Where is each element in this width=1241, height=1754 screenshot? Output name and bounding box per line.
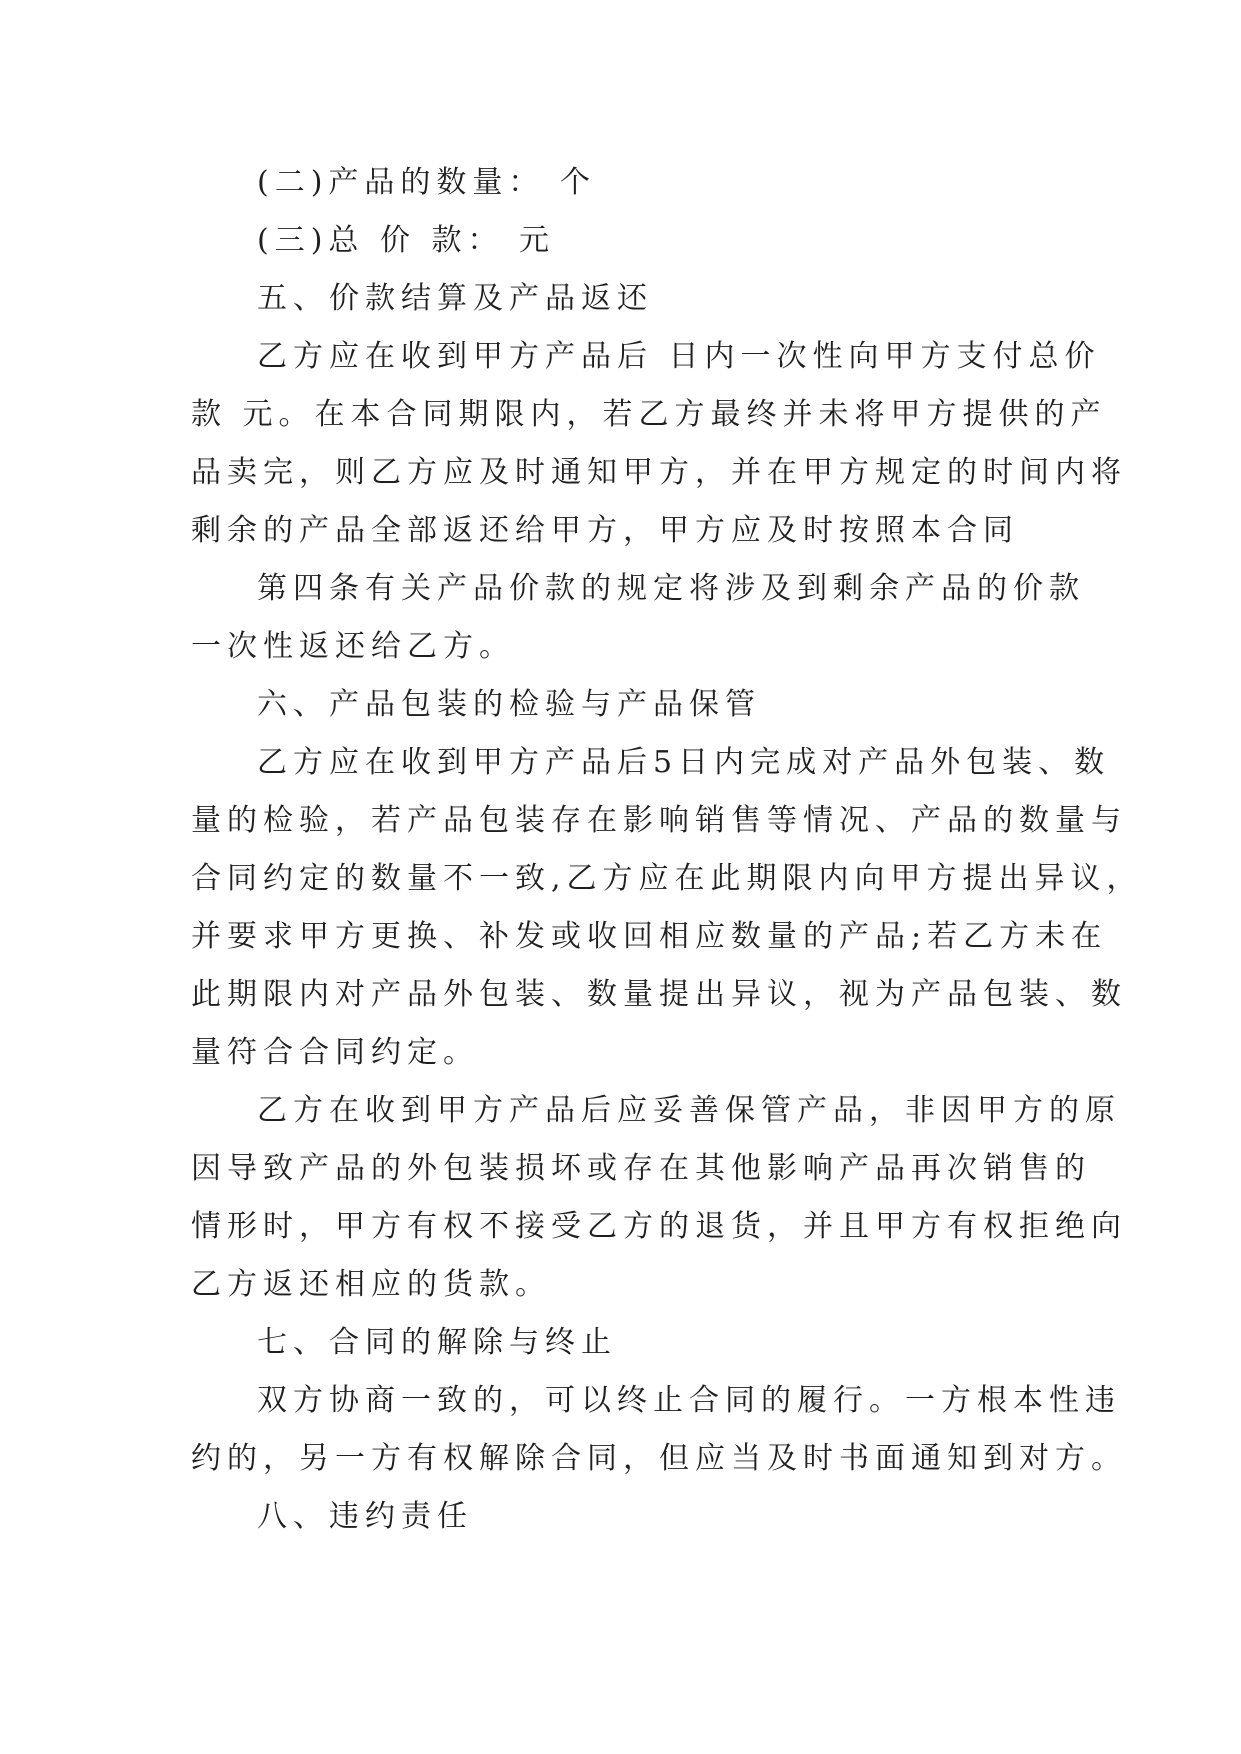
paragraph-line: 乙方应在收到甲方产品后5日内完成对产品外包装、数 bbox=[257, 745, 1111, 780]
paragraph-line: 约的，另一方有权解除合同，但应当及时书面通知到对方。 bbox=[191, 1441, 1127, 1476]
paragraph-line: 此期限内对产品外包装、数量提出异议，视为产品包装、数 bbox=[191, 977, 1127, 1012]
paragraph-line: 第四条有关产品价款的规定将涉及到剩余产品的价款 bbox=[257, 571, 1085, 606]
paragraph-line: 一次性返还给乙方。 bbox=[191, 629, 515, 664]
section-5-heading: 五、价款结算及产品返还 bbox=[257, 281, 653, 316]
section-7-heading: 七、合同的解除与终止 bbox=[257, 1325, 617, 1360]
paragraph-line: 剩余的产品全部返还给甲方，甲方应及时按照本合同 bbox=[191, 513, 1019, 548]
section-6-heading: 六、产品包装的检验与产品保管 bbox=[257, 687, 761, 722]
paragraph-line: 乙方返还相应的货款。 bbox=[191, 1267, 551, 1302]
paragraph-line: 量的检验，若产品包装存在影响销售等情况、产品的数量与 bbox=[191, 803, 1127, 838]
paragraph-line: 情形时，甲方有权不接受乙方的退货，并且甲方有权拒绝向 bbox=[191, 1209, 1127, 1244]
paragraph-line: 合同约定的数量不一致,乙方应在此期限内向甲方提出异议， bbox=[191, 861, 1143, 896]
paragraph-line: 并要求甲方更换、补发或收回相应数量的产品;若乙方未在 bbox=[191, 919, 1108, 954]
paragraph-line: 双方协商一致的，可以终止合同的履行。一方根本性违 bbox=[257, 1383, 1121, 1418]
paragraph-line: 乙方在收到甲方产品后应妥善保管产品，非因甲方的原 bbox=[257, 1093, 1121, 1128]
paragraph-line: 量符合合同约定。 bbox=[191, 1035, 479, 1070]
total-price-line: (三)总 价 款： 元 bbox=[257, 223, 556, 258]
paragraph-line: 款 元。在本合同期限内，若乙方最终并未将甲方提供的产 bbox=[191, 397, 1107, 432]
quantity-line: (二)产品的数量： 个 bbox=[257, 165, 596, 200]
section-8-heading: 八、违约责任 bbox=[257, 1499, 473, 1534]
paragraph-line: 乙方应在收到甲方产品后 日内一次性向甲方支付总价 bbox=[257, 339, 1101, 374]
paragraph-line: 品卖完，则乙方应及时通知甲方，并在甲方规定的时间内将 bbox=[191, 455, 1127, 490]
paragraph-line: 因导致产品的外包装损坏或存在其他影响产品再次销售的 bbox=[191, 1151, 1091, 1186]
